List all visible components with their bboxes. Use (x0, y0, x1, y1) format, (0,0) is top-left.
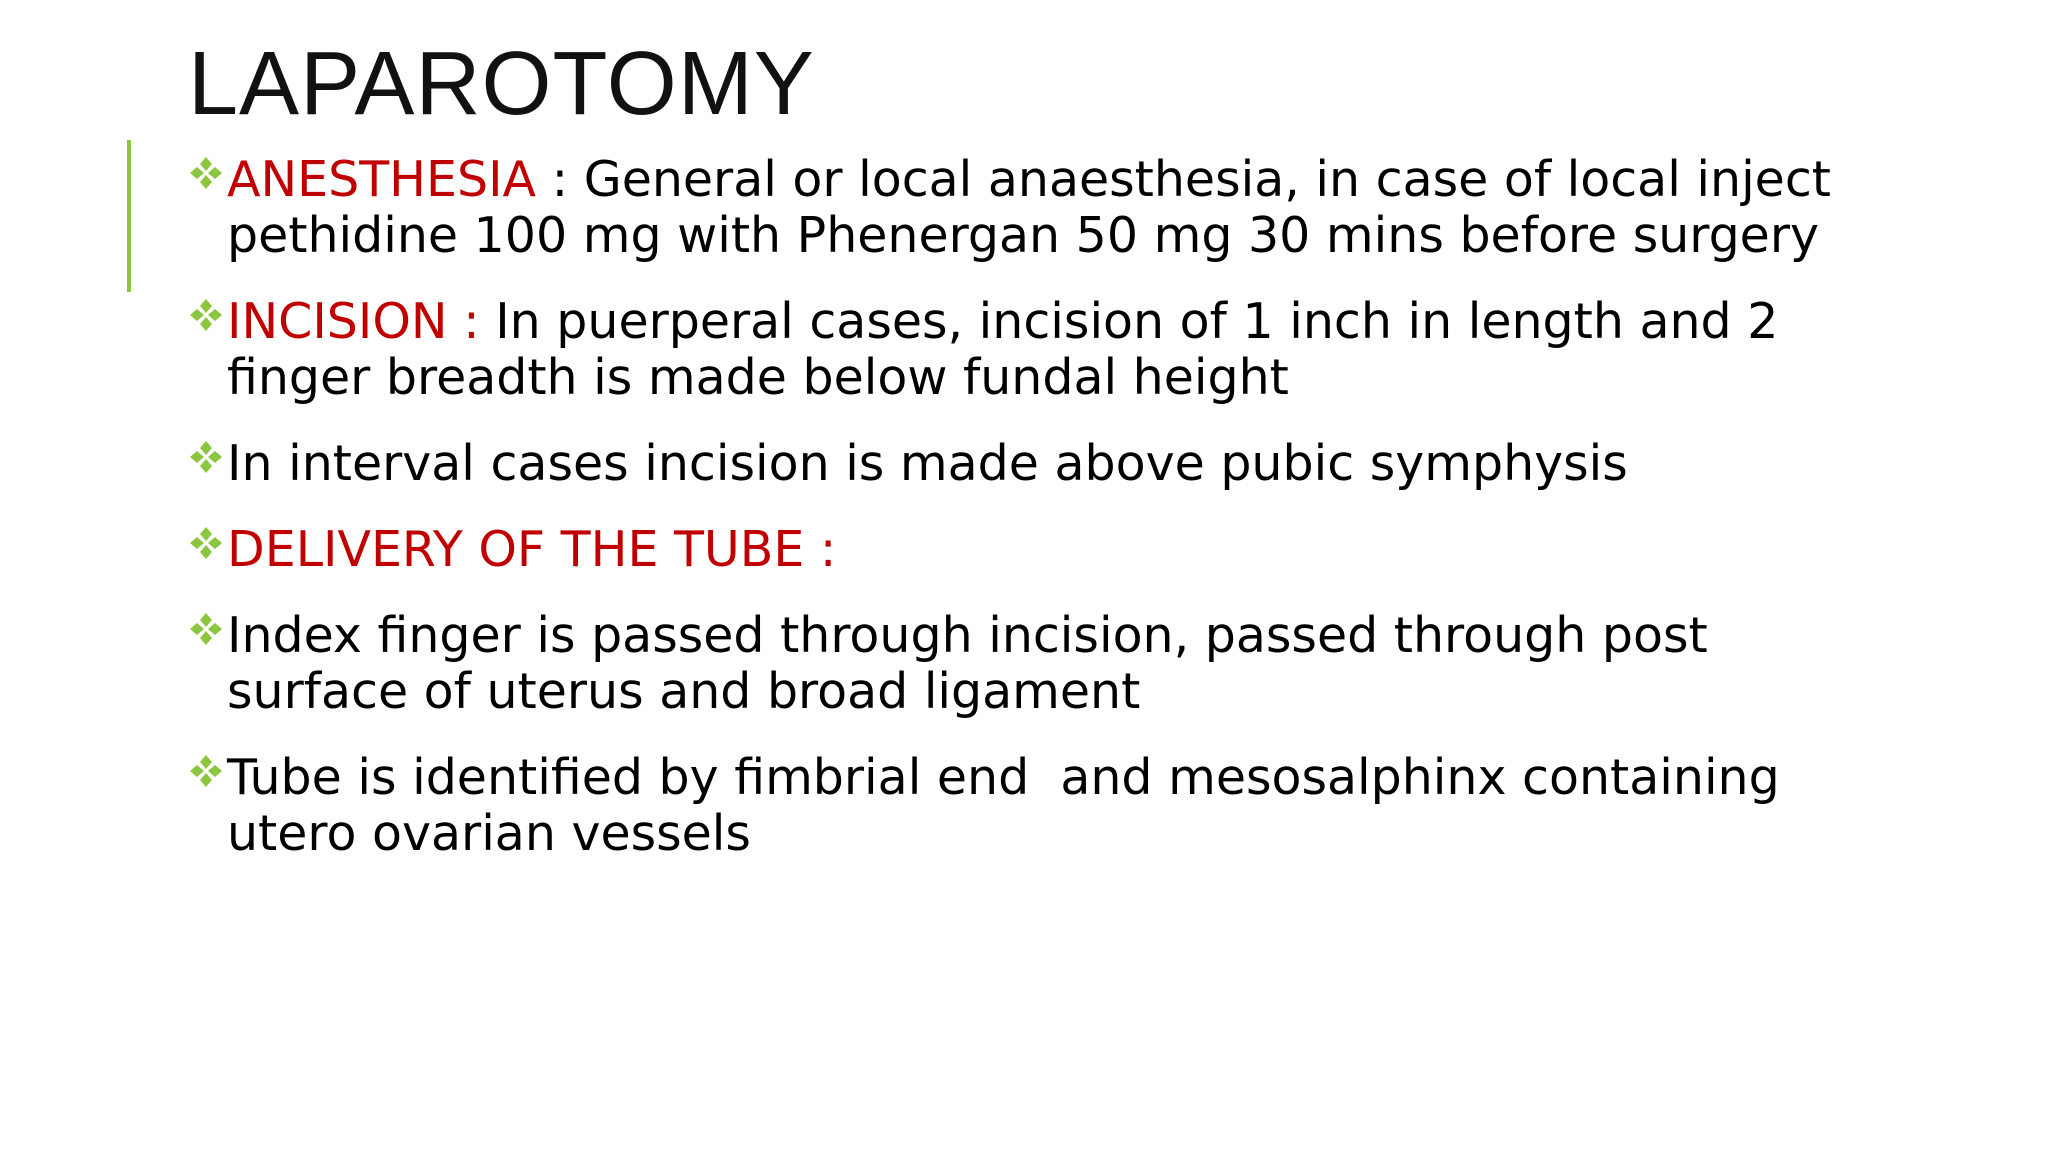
four-diamond-bullet-icon (187, 296, 225, 334)
bullet-separator (480, 293, 496, 350)
bullet-body: In puerperal cases, incision of 1 inch in length and 2 finger breadth is made below fundal height (227, 293, 1779, 406)
bullet-body: Index finger is passed through incision, passed through post surface of uterus and broad ligament (227, 607, 1708, 720)
four-diamond-bullet-icon (187, 438, 225, 476)
bullet-anesthesia (180, 152, 1900, 264)
bullet-label: ANESTHESIA (227, 151, 537, 208)
bullet-list (180, 152, 1900, 890)
bullet-delivery-of-tube (180, 522, 1900, 578)
accent-bar (127, 140, 131, 292)
bullet-index-finger (180, 608, 1900, 720)
bullet-text (197, 294, 1900, 406)
slide-title: LAPAROTOMY (188, 34, 815, 134)
four-diamond-bullet-icon (187, 610, 225, 648)
bullet-text (197, 750, 1900, 862)
four-diamond-bullet-icon (187, 524, 225, 562)
bullet-body: Tube is identified by fimbrial end and mesosalphinx containing utero ovarian vessels (227, 749, 1796, 862)
bullet-text (197, 522, 1900, 578)
bullet-text (197, 608, 1900, 720)
bullet-incision (180, 294, 1900, 406)
bullet-label: INCISION : (227, 293, 480, 350)
bullet-separator: : (536, 151, 584, 208)
bullet-body: In interval cases incision is made above pubic symphysis (227, 435, 1628, 492)
bullet-label: DELIVERY OF THE TUBE : (227, 521, 837, 578)
bullet-body: General or local anaesthesia, in case of local inject pethidine 100 mg with Phenergan 50 mg 30 mins before surgery (227, 151, 1831, 264)
bullet-text (197, 436, 1900, 492)
four-diamond-bullet-icon (187, 154, 225, 192)
bullet-text (197, 152, 1900, 264)
bullet-tube-identified (180, 750, 1900, 862)
four-diamond-bullet-icon (187, 752, 225, 790)
bullet-interval-cases (180, 436, 1900, 492)
